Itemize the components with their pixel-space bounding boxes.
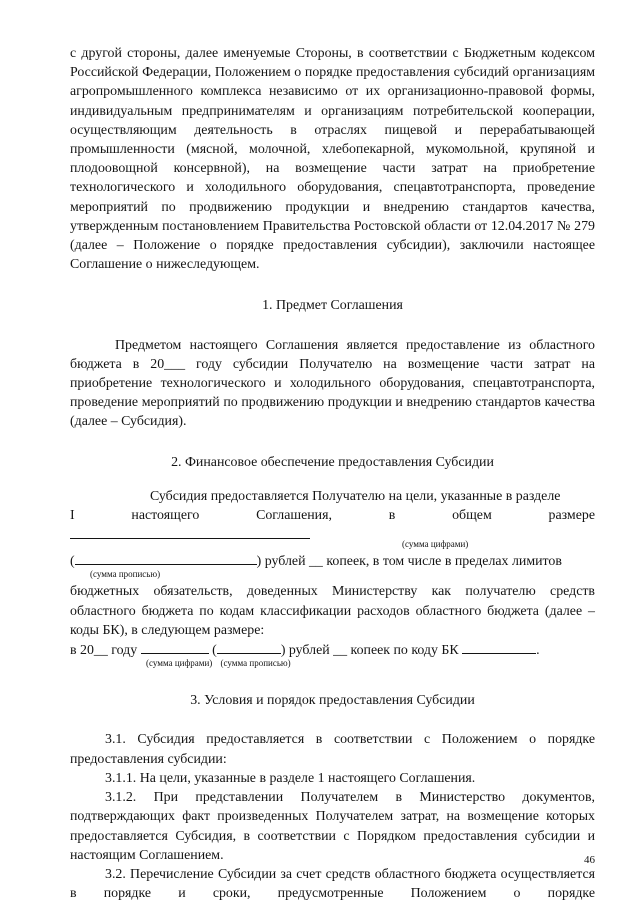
section-1-heading: 1. Предмет Соглашения	[262, 298, 403, 314]
budget-code-blank	[462, 640, 536, 654]
document-page	[70, 44, 595, 903]
section-2-line-1: Субсидия предоставляется Получателю на цели, указанные в разделе	[150, 488, 561, 504]
amount-digits-caption: (сумма цифрами)	[402, 539, 469, 550]
clause-3-1-2: 3.1.2. При представлении Получателем в Министерство документов, подтверждающих факт произведенных Получателем затрат, на возмещение которых предоставляется Субсидия, в соответствии с Порядком предоставления субсидии и настоящим Соглашением.	[70, 790, 595, 863]
intro-paragraph: с другой стороны, далее именуемые Стороны, в соответствии с Бюджетным кодексом Российской Федерации, Положением о порядке предоставления субсидий организациям агропромышленного комплекса независимо от их организационно-правовой формы, индивидуальным предпринимателям и организациям потребительской кооперации, осуществляющим деятельность в отраслях пищевой и перерабатывающей промышленности (мясной, молочной, хлебопекарной, мукомольной, крупяной и плодоовощной консервной), на возмещение части затрат на приобретение технологического и холодильного оборудования, спецавтотранспорта, проведение мероприятий по продвижению продукции и внедрению стандартов качества, утвержденным постановлением Правительства Ростовской области от 12.04.2017 № 279 (далее – Положение о порядке предоставления субсидии), заключили настоящее Соглашение о нижеследующем.	[70, 46, 595, 273]
amount-digits-row	[70, 525, 595, 551]
year-words-blank	[217, 640, 281, 654]
section-2-block	[70, 487, 595, 669]
year-digits-blank	[141, 640, 209, 654]
amount-words-row: ( ) рублей __ копеек, в том числе в пределах лимитов	[70, 551, 595, 571]
amount-digits-blank	[70, 525, 310, 539]
section-2-line-2: I настоящего Соглашения, в общем размере	[70, 508, 595, 524]
section-3-heading: 3. Условия и порядок предоставления Субсидии	[190, 693, 475, 709]
year-amount-row: в 20__ году ( ) рублей __ копеек по коду БК .	[70, 640, 595, 660]
year-digits-caption: (сумма цифрами)	[146, 658, 213, 669]
amount-words-blank	[75, 551, 257, 565]
section-2-heading: 2. Финансовое обеспечение предоставления Субсидии	[171, 454, 494, 470]
clause-3-1: 3.1. Субсидия предоставляется в соответствии с Положением о порядке предоставления субсидии:	[70, 732, 595, 767]
page-number: 46	[584, 854, 595, 866]
amount-words-caption: (сумма прописью)	[90, 569, 161, 580]
clause-3-2: 3.2. Перечисление Субсидии за счет средств областного бюджета осуществляется в порядке и сроки, предусмотренные Положением о порядке	[70, 866, 595, 902]
year-words-caption: (сумма прописью)	[220, 658, 291, 669]
clause-3-1-1: 3.1.1. На цели, указанные в разделе 1 настоящего Соглашения.	[105, 770, 476, 786]
section-1-paragraph: Предметом настоящего Соглашения является предоставление из областного бюджета в 20___ году субсидии Получателю на возмещение части затрат на приобретение технологического и холодильного оборудования, спецавтотранспорта, проведение мероприятий по продвижению продукции и внедрению стандартов качества (далее – Субсидия).	[70, 337, 595, 430]
section-2-paragraph: бюджетных обязательств, доведенных Министерству как получателю средств областного бюджета по кодам классификации расходов областного бюджета (далее – коды БК), в следующем размере:	[70, 584, 595, 638]
